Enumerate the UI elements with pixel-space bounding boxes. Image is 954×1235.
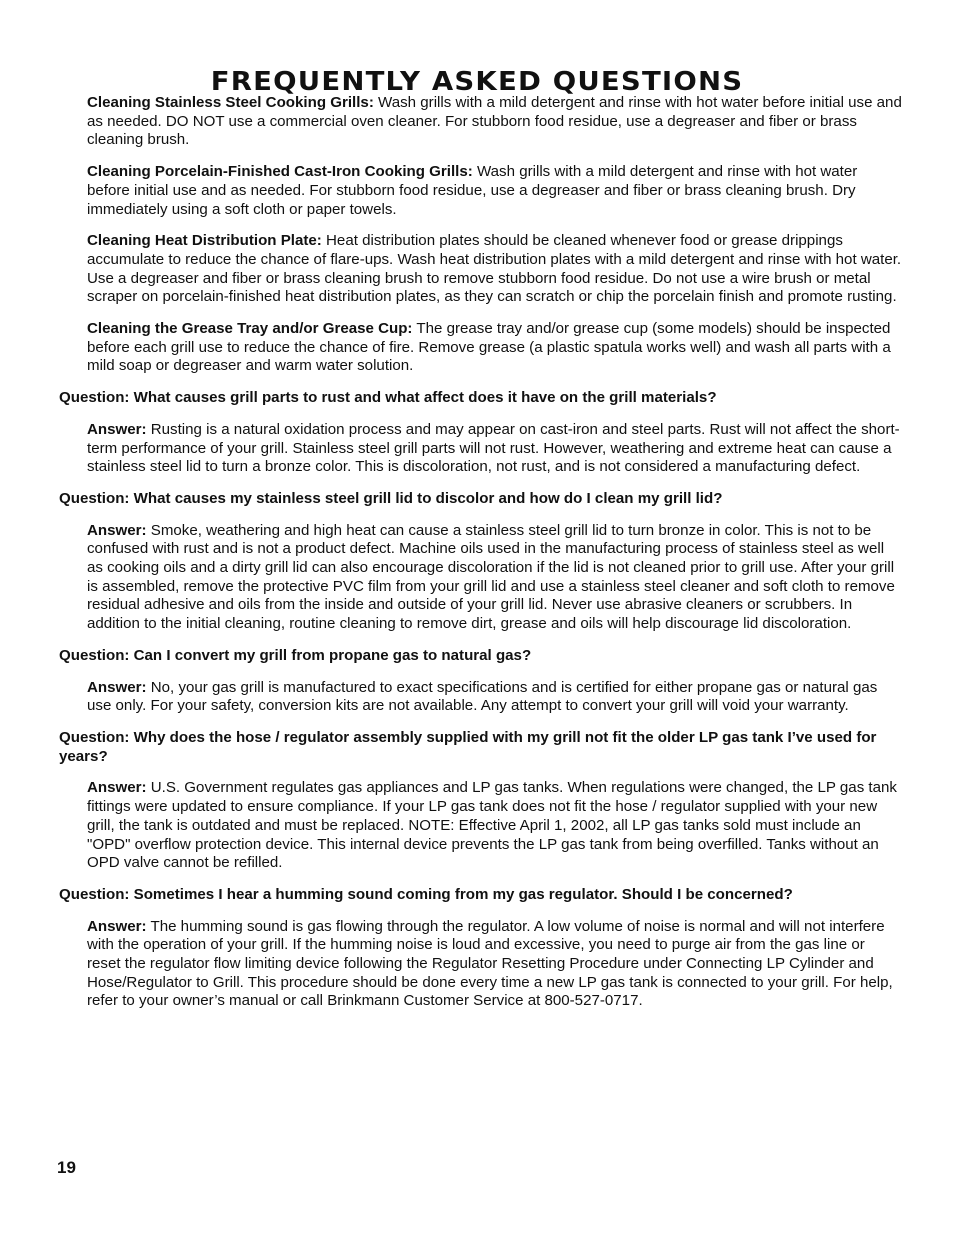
answer-text: Smoke, weathering and high heat can cause a stainless steel grill lid to turn bronze in color. This is not to be confused with rust and is not a product defect. Machine oils used in the manufacturing process of stainless steel as well as cooking oils and a dirty grill lid can also encourage discoloration if the lid is not cleaned prior to grill use. After your grill is assembled, remove the protective PVC film from your grill lid and use a stainless steel cleaner and soft cloth to remove residual adhesive and oils from the inside and outside of your grill lid. Never use abrasive cleaners or scrubbers. In addition to the initial cleaning, routine cleaning to remove dirt, grease and oils will help discourage lid discoloration. [87, 521, 895, 633]
faq-question-lid-discolor: Question: What causes my stainless steel grill lid to discolor and how do I clean my grill lid? [59, 489, 723, 507]
answer-label: Answer: [87, 521, 147, 539]
faq-question-regulator-fit: Question: Why does the hose / regulator assembly supplied with my grill not fit the older LP gas tank I’ve used for years? [59, 728, 877, 765]
paragraph-text: Wash grills with a mild detergent and rinse with hot water before initial use and as needed. DO NOT use a commercial oven cleaner. For stubborn food residue, use a degreaser and fiber or brass cleaning brush. [87, 94, 902, 149]
faq-question-convert-gas: Question: Can I convert my grill from propane gas to natural gas? [59, 646, 532, 664]
faq-answer-rust [87, 421, 902, 477]
faq-question-rust: Question: What causes grill parts to rust and what affect does it have on the grill materials? [59, 389, 717, 407]
faq-answer-humming [87, 918, 902, 1012]
paragraph-heading: Cleaning Porcelain-Finished Cast-Iron Cooking Grills: [87, 163, 473, 181]
paragraph-heading: Cleaning Heat Distribution Plate: [87, 232, 322, 250]
answer-label: Answer: [87, 917, 147, 935]
faq-answer-lid-discolor [87, 522, 902, 634]
answer-label: Answer: [87, 779, 147, 797]
paragraph-heading: Cleaning the Grease Tray and/or Grease Cup: [87, 320, 413, 338]
answer-label: Answer: [87, 678, 147, 696]
answer-text: No, your gas grill is manufactured to exact specifications and is certified for either propane gas or natural gas use only. For your safety, conversion kits are not available. Any attempt to convert your grill will void your warranty. [87, 678, 878, 715]
paragraph-text: The grease tray and/or grease cup (some models) should be inspected before each grill use to reduce the chance of fire. Remove grease (a plastic spatula works well) and wash all parts with a mild soap or degreaser and warm water solution. [87, 320, 891, 375]
faq-question-humming: Question: Sometimes I hear a humming sound coming from my gas regulator. Should I be concerned? [59, 885, 793, 903]
answer-text: Rusting is a natural oxidation process and may appear on cast-iron and steel parts. Rust will not affect the short-term performance of your grill. Stainless steel grill parts will not rust. However, weathering and extreme heat can cause a stainless steel lid to turn a bronze color. This is discoloration, not rust, and is not considered a manufacturing defect. [87, 420, 900, 476]
cleaning-paragraph-porcelain-grills [87, 163, 902, 219]
page-title: FREQUENTLY ASKED QUESTIONS [210, 67, 744, 98]
cleaning-paragraph-heat-plate [87, 232, 902, 307]
paragraph-heading: Cleaning Stainless Steel Cooking Grills: [87, 94, 374, 111]
answer-label: Answer: [87, 420, 147, 438]
page-number: 19 [57, 1158, 76, 1177]
paragraph-text: Heat distribution plates should be cleaned whenever food or grease drippings accumulate to reduce the chance of flare-ups. Wash heat distribution plates with a mild detergent and rinse with hot water. Use a degreaser and fiber or brass cleaning brush to remove stubborn food residue. Do not use a wire brush or metal scraper on porcelain-finished heat distribution plates, as they can scratch or chip the porcelain finish and promote rusting. [87, 232, 902, 306]
answer-text: U.S. Government regulates gas appliances and LP gas tanks. When regulations were changed, the LP gas tank fittings were updated to ensure compliance. If your LP gas tank does not fit the hose / regulator supplied with your new grill, the tank is outdated and must be replaced. NOTE: Effective April 1, 2002, all LP gas tanks sold must include an "OPD" overflow protection device. This internal device prevents the LP gas tank from being overfilled. Tanks without an OPD valve cannot be refilled. [87, 779, 897, 872]
faq-answer-regulator-fit [87, 779, 902, 873]
paragraph-text: Wash grills with a mild detergent and rinse with hot water before initial use and as needed. For stubborn food residue, use a degreaser and fiber or brass cleaning brush. Dry immediately using a soft cloth or paper towels. [87, 163, 858, 218]
cleaning-paragraph-stainless-grills [87, 94, 902, 150]
faq-answer-convert-gas [87, 679, 902, 716]
answer-text: The humming sound is gas flowing through the regulator. A low volume of noise is normal and will not interfere with the operation of your grill. If the humming noise is loud and excessive, you need to purge air from the gas line or reset the regulator flow limiting device following the Regulator Resetting Procedure under Connecting LP Cylinder and Hose/Regulator to Grill. This procedure should be done every time a new LP gas tank is connected to your grill. For help, refer to your owner’s manual or call Brinkmann Customer Service at 800-527-0717. [87, 917, 893, 1010]
cleaning-paragraph-grease-tray [87, 320, 902, 376]
faq-content [59, 94, 902, 1024]
